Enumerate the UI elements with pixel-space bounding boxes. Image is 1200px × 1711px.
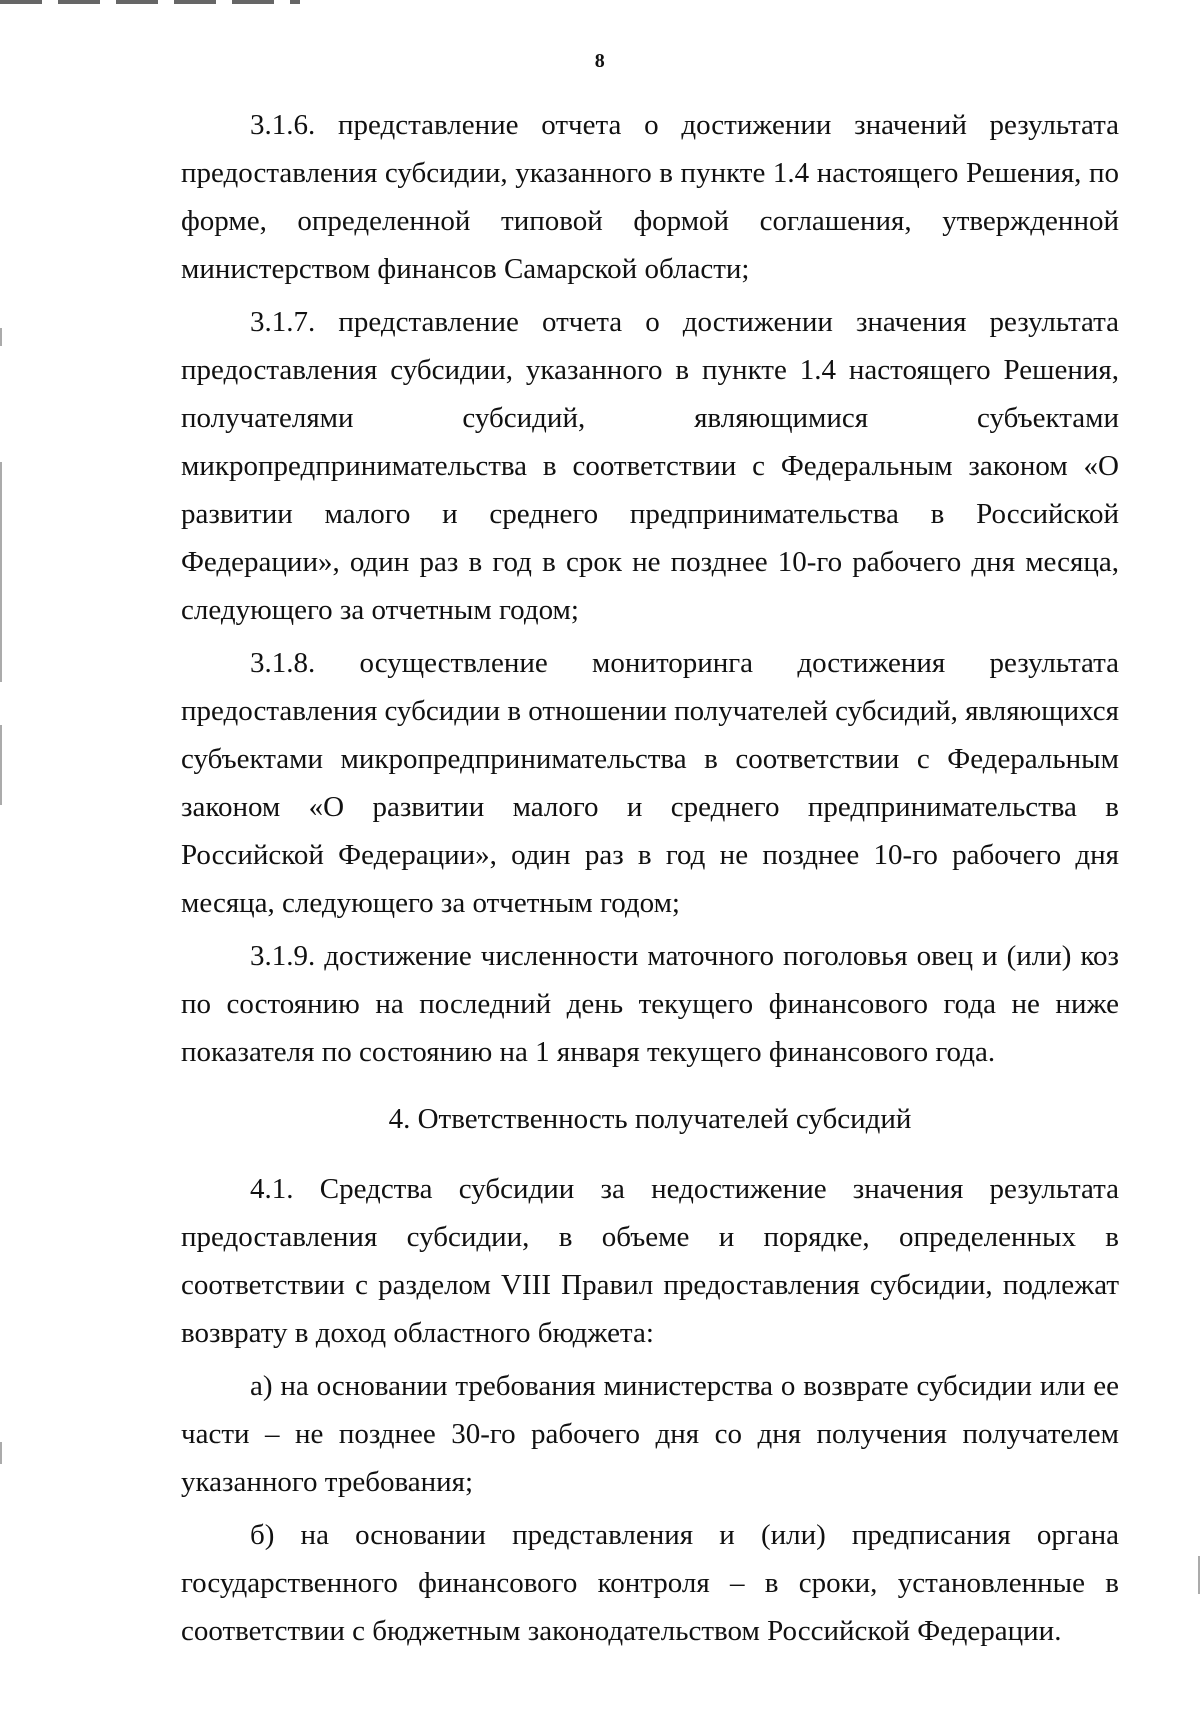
page-number: 8 [594,50,606,72]
paragraph-3-1-9: 3.1.9. достижение численности маточного поголовья овец и (или) коз по состоянию на последний день текущего финансового года не ниже показателя по состоянию на 1 января текущего финансового года. [181,940,1119,1068]
paragraph-4-1-a: а) на основании требования министерства о возврате субсидии или ее части – не позднее 30-го рабочего дня со дня получения получателем указанного требования; [181,1370,1119,1498]
left-scan-mark [0,1442,2,1464]
paragraph-3-1-8: 3.1.8. осуществление мониторинга достижения результата предоставления субсидии в отношении получателей субсидий, являющихся субъектами микропредпринимательства в соответствии с Федеральным законом «О развитии малого и среднего предпринимательства в Российской Федерации», один раз в год не позднее 10-го рабочего дня месяца, следующего за отчетным годом; [181,647,1119,919]
scan-edge-mark [0,0,300,4]
paragraph-4-1-b: б) на основании представления и (или) предписания органа государственного финансового контроля – в сроки, установленные в соответствии с бюджетным законодательством Российской Федерации. [181,1519,1119,1647]
left-scan-mark [0,462,2,682]
document-body [181,101,1119,1655]
paragraph-3-1-7: 3.1.7. представление отчета о достижении значения результата предоставления субсидии, указанного в пункте 1.4 настоящего Решения, получателями субсидий, являющимися субъектами микропредпринимательства в соответствии с Федеральным законом «О развитии малого и среднего предпринимательства в Российской Федерации», один раз в год в срок не позднее 10-го рабочего дня месяца, следующего за отчетным годом; [181,306,1119,626]
left-scan-mark [0,328,2,346]
section-heading: 4. Ответственность получателей субсидий [388,1103,912,1135]
paragraph-4-1: 4.1. Средства субсидии за недостижение значения результата предоставления субсидии, в объеме и порядке, определенных в соответствии с разделом VIII Правил предоставления субсидии, подлежат возврату в доход областного бюджета: [181,1173,1119,1349]
left-scan-mark [0,725,2,805]
paragraph-3-1-6: 3.1.6. представление отчета о достижении значений результата предоставления субсидии, указанного в пункте 1.4 настоящего Решения, по форме, определенной типовой формой соглашения, утвержденной министерством финансов Самарской области; [181,109,1119,285]
